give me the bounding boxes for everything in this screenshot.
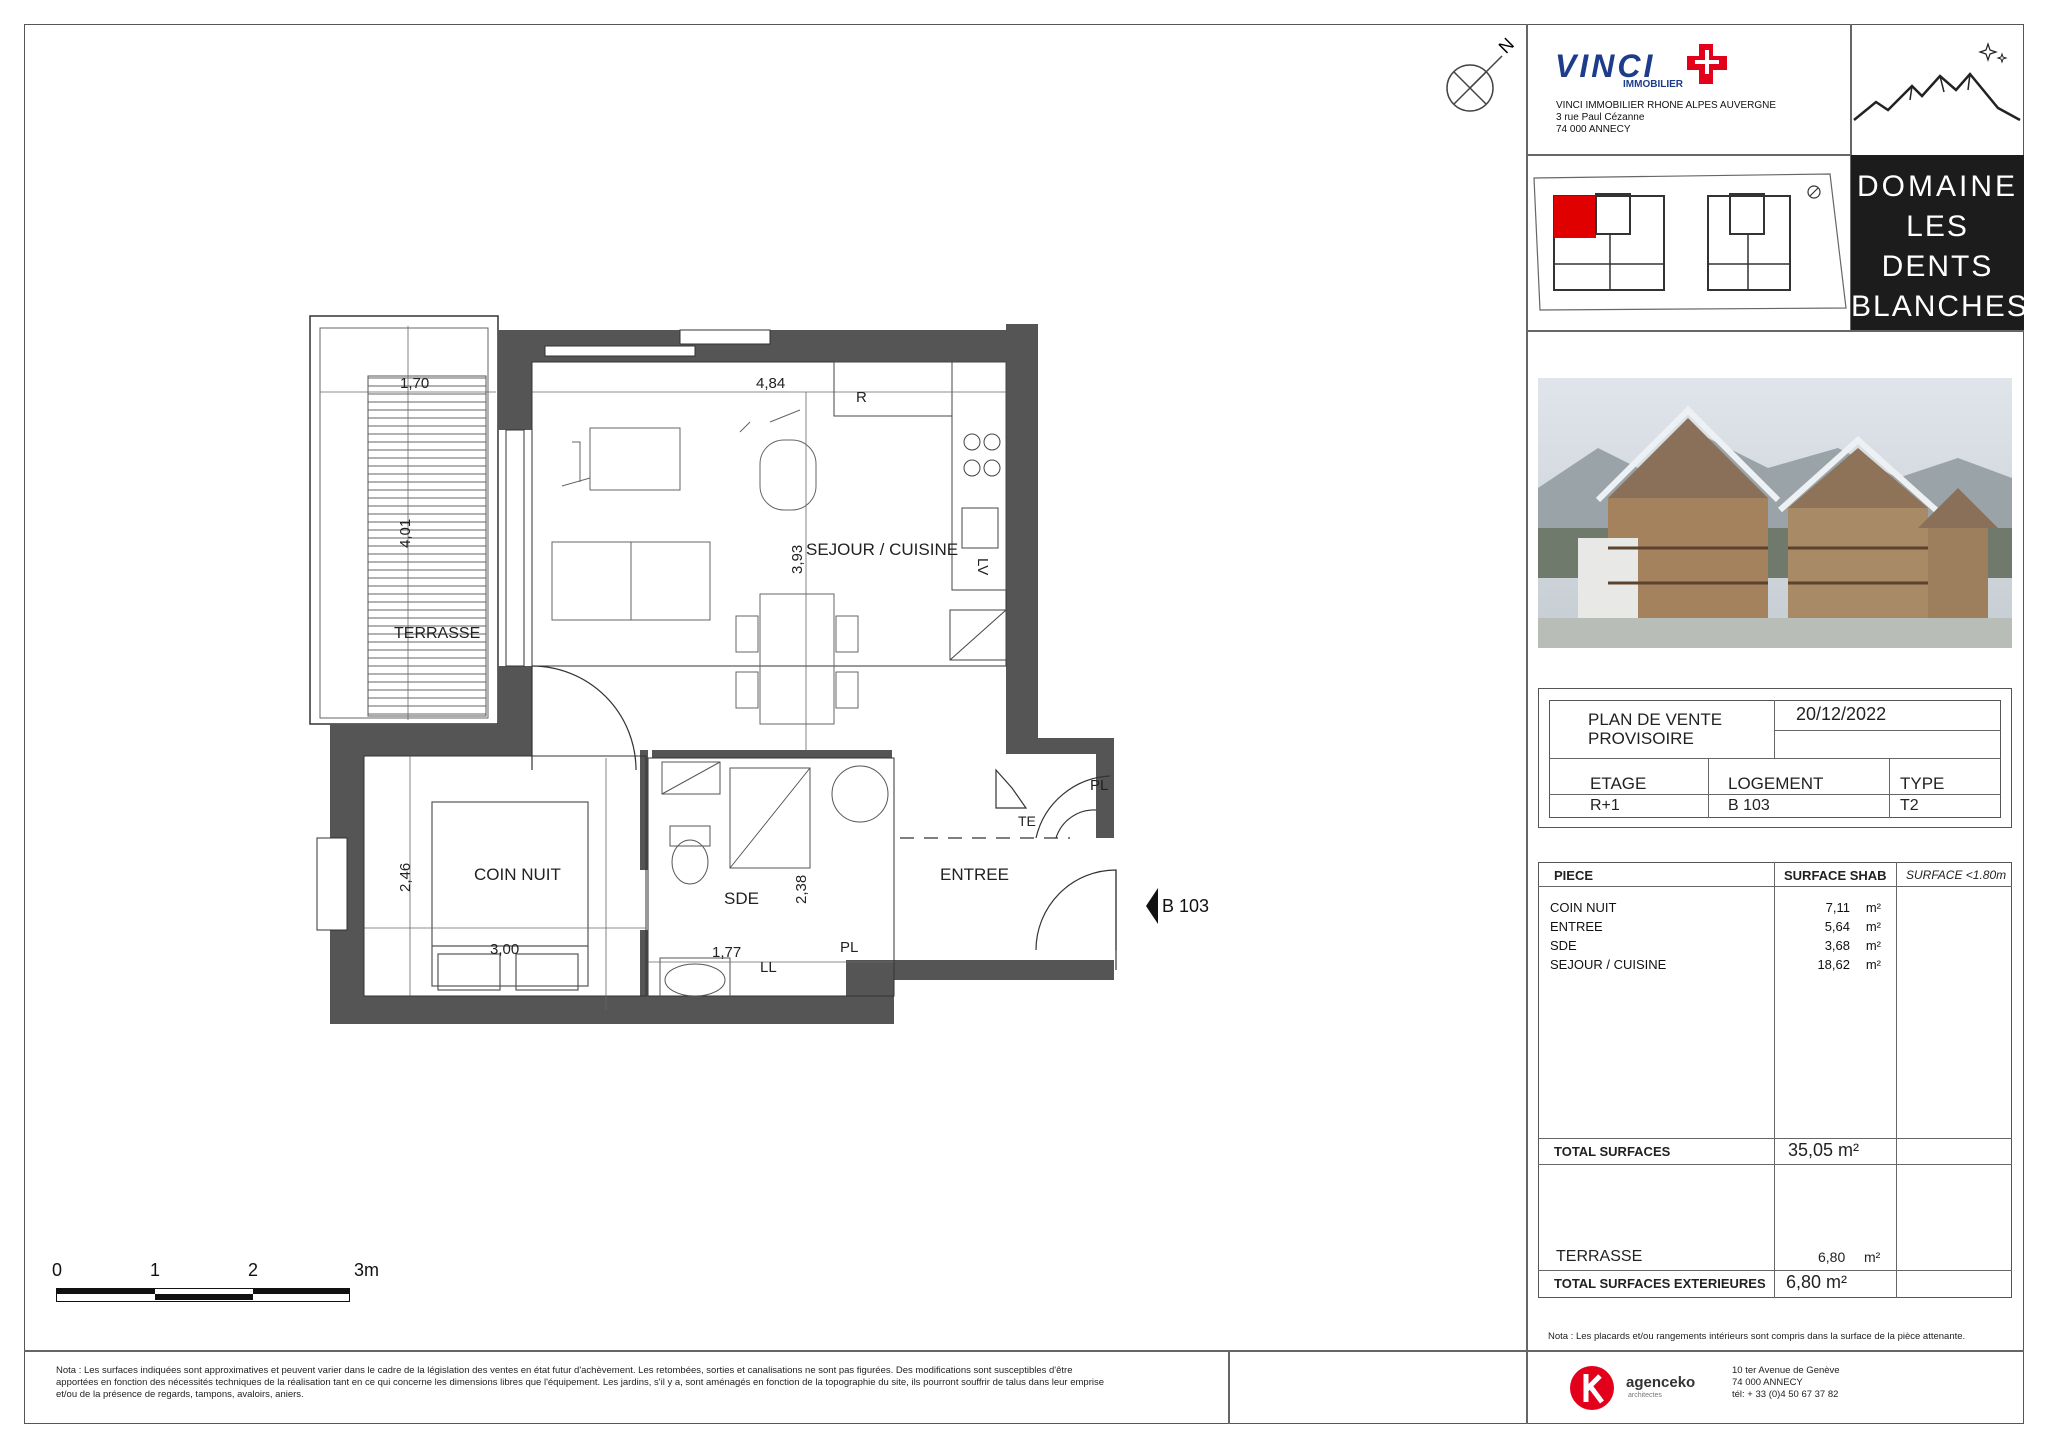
company-address: [1556, 100, 1776, 136]
header-low-surface: SURFACE <1.80m: [1906, 868, 2007, 882]
scale-bar: [52, 1260, 380, 1310]
fixture-label-lv: LV: [974, 558, 991, 576]
agenceko-logo-icon: [1568, 1364, 1616, 1412]
footer-note: [56, 1365, 1216, 1401]
surface-row-unit: m²: [1865, 919, 1881, 934]
surface-row-value: 3,68: [1824, 938, 1850, 953]
plan-title: [1588, 710, 1722, 748]
dim-label: 1,77: [712, 944, 742, 961]
brand-sub: IMMOBILIER: [1623, 79, 1683, 90]
surface-row-name: SEJOUR / CUISINE: [1550, 957, 1667, 972]
scale-label-1: 1: [150, 1260, 161, 1280]
total-ext-value: 6,80 m²: [1786, 1272, 1848, 1292]
project-line3: BLANCHES: [1851, 290, 2029, 323]
bed: [432, 802, 588, 990]
dim-label: 2,46: [397, 862, 414, 892]
room-label-sejour: SEJOUR / CUISINE: [806, 540, 959, 559]
value-etage: R+1: [1590, 797, 1620, 814]
surface-row: [1550, 938, 1896, 957]
total-surfaces-label: TOTAL SURFACES: [1554, 1144, 1671, 1159]
terrasse-unit: m²: [1864, 1249, 1881, 1265]
footer-note-line3: et/ou de la présence de regards, tampons, avaloirs, aniers.: [56, 1389, 304, 1400]
plan-title-line2: PROVISOIRE: [1588, 729, 1694, 748]
header-surface: SURFACE SHAB: [1784, 868, 1887, 883]
header-logement: LOGEMENT: [1728, 774, 1824, 793]
dim-label: 4,01: [397, 518, 414, 548]
footer-note-line2: apportées en fonction des nécessités techniques de la réalisation tant en ce qui concerne les dimensions libres que l'équipement. Les jardins, s'il y a, sont aménagés en fonction de la topographie du site, ils pourront souffrir de talus dans leur emprise: [56, 1377, 1105, 1388]
kitchen-counter: [834, 362, 1006, 660]
surface-row: [1550, 919, 1896, 938]
footer-divider: [24, 1350, 2024, 1352]
header-type: TYPE: [1900, 774, 1945, 793]
room-label-sde: SDE: [724, 889, 759, 908]
scale-label-2: 2: [248, 1260, 259, 1280]
room-label-coin-nuit: COIN NUIT: [474, 865, 561, 884]
scale-bar-graphic: [56, 1288, 350, 1302]
dim-label: 3,00: [490, 941, 520, 958]
surface-row-name: ENTREE: [1550, 919, 1603, 934]
company-address-line1: 3 rue Paul Cézanne: [1556, 112, 1645, 123]
unit-label: B 103: [1162, 896, 1210, 916]
project-panel: [1851, 155, 2029, 355]
column-divider: [1526, 24, 1528, 1424]
dim-label: 2,38: [793, 874, 810, 904]
scale-label-3m: 3m: [354, 1260, 380, 1280]
site-key-plan: [1530, 160, 1846, 326]
value-type: T2: [1900, 797, 1919, 814]
total-surfaces-value: 35,05 m²: [1788, 1140, 1860, 1160]
north-label: N: [1494, 33, 1519, 58]
architect-address-line1: 10 ter Avenue de Genève: [1732, 1365, 1840, 1376]
vinci-cross-icon: [1685, 42, 1735, 88]
architect-sub: architectes: [1628, 1392, 1662, 1399]
surface-row-unit: m²: [1865, 900, 1881, 915]
architect-name: agenceko: [1626, 1374, 1696, 1391]
north-arrow-icon: [1440, 30, 1520, 120]
brand-main: VINCI: [1555, 48, 1656, 84]
side-note: Nota : Les placards et/ou rangements intérieurs sont compris dans la surface de la pièce attenante.: [1548, 1331, 1966, 1342]
surface-row-unit: m²: [1865, 938, 1881, 953]
company-name: VINCI IMMOBILIER RHONE ALPES AUVERGNE: [1556, 100, 1777, 111]
living-furniture: [552, 410, 858, 724]
fixture-label-pl1: PL: [1090, 777, 1109, 794]
surface-row-name: COIN NUIT: [1550, 900, 1617, 915]
footer-note-line1: Nota : Les surfaces indiquées sont approximatives et peuvent varier dans le cadre de la législation des ventes en état futur d'achèvement. Les retombées, sorties et canalisations ne sont pas figurées. Des modifications sont susceptibles d'être: [56, 1365, 1073, 1376]
value-logement: B 103: [1728, 797, 1770, 814]
surface-rows: [1550, 900, 1896, 976]
architect-phone: tél: + 33 (0)4 50 67 37 82: [1732, 1389, 1839, 1400]
room-label-terrasse: TERRASSE: [394, 625, 481, 642]
fixture-label-ll: LL: [760, 959, 777, 976]
surface-row-value: 7,11: [1825, 900, 1850, 915]
mountains-icon: [1852, 30, 2022, 150]
total-ext-label: TOTAL SURFACES EXTERIEURES: [1554, 1276, 1766, 1291]
fixture-label-pl2: PL: [840, 939, 859, 956]
company-address-line2: 74 000 ANNECY: [1556, 124, 1631, 135]
terrasse-value: 6,80: [1818, 1249, 1846, 1265]
unit-marker-icon: [1146, 888, 1158, 924]
terrasse-label: TERRASSE: [1556, 1248, 1643, 1265]
dim-label: 4,84: [756, 375, 786, 392]
vinci-logo: [1555, 48, 1745, 92]
surface-row-unit: m²: [1865, 957, 1881, 972]
dim-label: 3,93: [789, 544, 806, 574]
scale-label-0: 0: [52, 1260, 63, 1280]
fixture-label-te: TE: [1018, 813, 1036, 829]
project-line1: DOMAINE: [1856, 170, 2018, 203]
plan-date: 20/12/2022: [1796, 704, 1887, 724]
fixture-label-r: R: [856, 389, 867, 406]
room-label-entree: ENTREE: [940, 865, 1009, 884]
plan-title-line1: PLAN DE VENTE: [1588, 710, 1723, 729]
header-piece: PIECE: [1554, 868, 1594, 883]
building-rendering-image: [1538, 378, 2012, 648]
project-city: MORZINE: [1884, 333, 1991, 355]
surface-row-value: 18,62: [1817, 957, 1850, 972]
header-divider-2: [1526, 330, 2024, 332]
footer-divider-v: [1228, 1350, 1230, 1424]
header-etage: ETAGE: [1590, 774, 1647, 793]
project-line2: LES DENTS: [1881, 210, 1994, 283]
surface-row: [1550, 900, 1896, 919]
dim-label: 1,70: [400, 375, 430, 392]
architect-address: [1732, 1365, 1840, 1401]
surface-row: [1550, 957, 1896, 976]
header-divider: [1526, 154, 1850, 156]
surface-row-name: SDE: [1550, 938, 1577, 953]
floor-plan: [300, 310, 1210, 1030]
surface-row-value: 5,64: [1824, 919, 1850, 934]
architect-address-line2: 74 000 ANNECY: [1732, 1377, 1803, 1388]
